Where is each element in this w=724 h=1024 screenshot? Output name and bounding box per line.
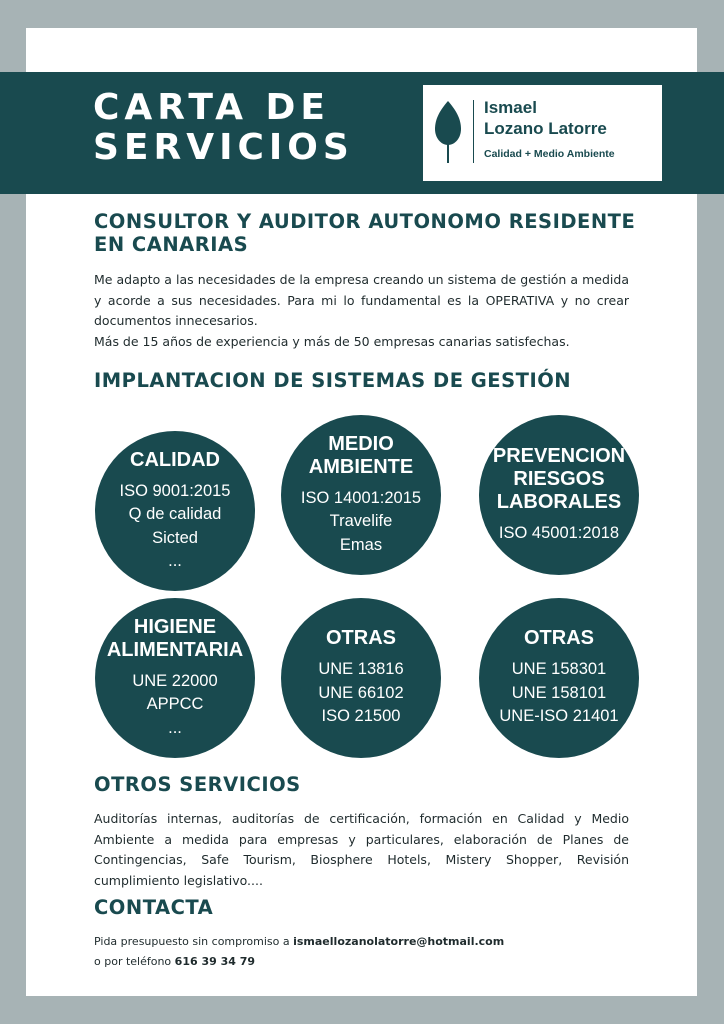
circle-item: UNE 13816: [318, 660, 404, 679]
page-title: [93, 88, 354, 168]
circle-title: [493, 445, 625, 514]
systems-heading: IMPLANTACION DE SISTEMAS DE GESTIÓN: [94, 369, 572, 392]
other-services-text: [94, 809, 629, 891]
circle-item: ISO 9001:2015: [119, 481, 231, 500]
circle-title-line: HIGIENE: [133, 615, 217, 638]
brand-logo: [423, 85, 662, 181]
service-circle-otras-1: [281, 598, 441, 758]
circle-item: Sicted: [152, 528, 198, 547]
circle-item: APPCC: [146, 695, 204, 714]
circle-item: ISO 45001:2018: [498, 523, 620, 542]
circle-item: ...: [168, 552, 182, 570]
experience-paragraph: Más de 15 años de experiencia y más de 50 empresas canarias satisfechas.: [94, 333, 570, 349]
circle-title-line: OTRAS: [326, 627, 396, 650]
other-services-heading: OTROS SERVICIOS: [94, 773, 301, 796]
contact-phone-line: [94, 952, 504, 972]
circle-item: UNE 158101: [511, 683, 607, 702]
brand-name-line1: Ismael: [484, 98, 537, 117]
service-circle-calidad: [95, 431, 255, 591]
circle-item: ISO 14001:2015: [300, 488, 422, 507]
service-circle-otras-2: [479, 598, 639, 758]
page-title-line2: SERVICIOS: [93, 127, 354, 168]
circle-title-line: AMBIENTE: [308, 455, 414, 478]
circle-item: UNE-ISO 21401: [499, 707, 619, 726]
contact-email-label: Pida presupuesto sin compromiso a: [94, 935, 294, 948]
intro-paragraph: Me adapto a las necesidades de la empresa creando un sistema de gestión a medida y acorde a sus necesidades. Para mi lo fundamental es la OPERATIVA y no crear documentos innecesarios.: [94, 272, 629, 328]
circle-title: [309, 433, 413, 479]
circle-title-line: PREVENCION: [492, 444, 626, 467]
circle-title-line: ALIMENTARIA: [106, 638, 244, 661]
circle-title-line: RIESGOS: [513, 467, 605, 490]
circle-title: [130, 449, 220, 472]
contact-phone[interactable]: 616 39 34 79: [174, 955, 256, 968]
circle-item: UNE 22000: [132, 671, 218, 690]
circle-item: UNE 66102: [318, 683, 404, 702]
circle-title: [326, 627, 396, 650]
circle-item: UNE 158301: [511, 660, 607, 679]
contact-email[interactable]: ismaellozanolatorre@hotmail.com: [293, 935, 505, 948]
circle-title: [524, 627, 594, 650]
circle-title: [107, 616, 243, 662]
circle-item: ...: [168, 718, 182, 737]
brand-tagline: Calidad + Medio Ambiente: [484, 148, 615, 160]
brand-name-line2: Lozano Latorre: [484, 119, 607, 138]
circle-item: Q de calidad: [128, 505, 222, 523]
contact-email-line: [94, 932, 504, 952]
logo-divider: [473, 100, 474, 163]
circle-item: Travelife: [329, 512, 393, 531]
intro-heading-line2: EN CANARIAS: [94, 233, 249, 256]
circle-title-line: LABORALES: [496, 490, 622, 513]
intro-heading: [94, 210, 635, 256]
contact-phone-label: o por teléfono: [94, 955, 175, 968]
service-circle-medio-ambiente: [281, 415, 441, 575]
intro-heading-line1: CONSULTOR Y AUDITOR AUTONOMO RESIDENTE: [94, 210, 636, 233]
circle-item: ISO 21500: [321, 707, 401, 726]
circle-item: Emas: [339, 535, 383, 554]
brand-name: [484, 97, 607, 139]
other-services-paragraph: Auditorías internas, auditorías de certificación, formación en Calidad y Medio Ambiente a medida para empresas y particulares, elaboración de Planes de Contingencias, Safe Tourism, Biosphere Hotels, Mistery Shopper, Revisión cumplimiento legislativo....: [94, 811, 629, 888]
service-circle-prevencion: [479, 415, 639, 575]
service-circle-higiene: [95, 598, 255, 758]
circle-title-line: OTRAS: [524, 627, 594, 650]
contact-info: [94, 932, 504, 972]
circle-title-line: CALIDAD: [130, 448, 220, 471]
intro-text: [94, 270, 629, 352]
leaf-icon: [434, 99, 462, 165]
circle-title-line: MEDIO: [328, 432, 394, 455]
contact-heading: CONTACTA: [94, 896, 214, 919]
page-title-line1: CARTA DE: [93, 87, 331, 128]
